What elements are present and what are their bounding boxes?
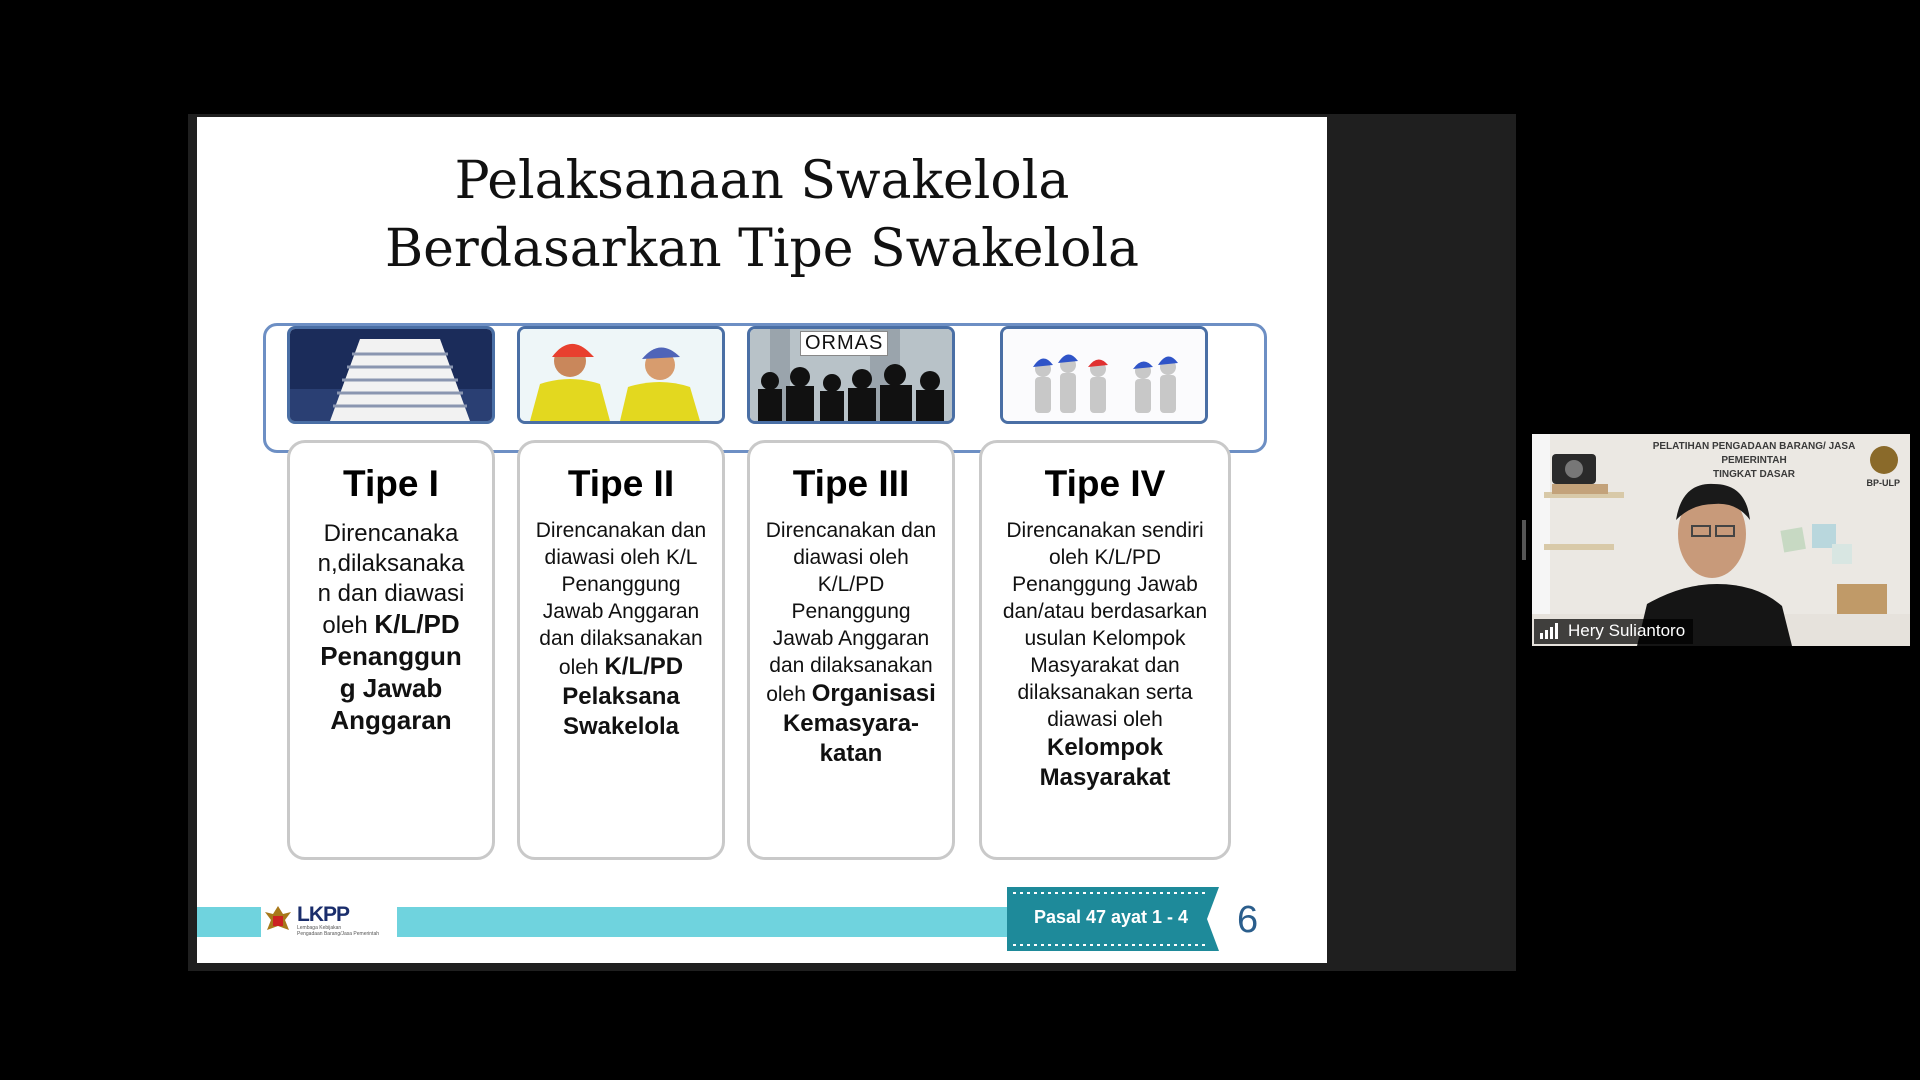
card-title: Tipe I <box>343 463 439 504</box>
slide-title: Pelaksanaan Swakelola Berdasarkan Tipe Swakelola <box>384 151 1140 279</box>
workers-image <box>517 326 725 424</box>
card-text: Direncanakan dan diawasi oleh K/L/PD Penanggung Jawab Anggaran dan dilaksanakan oleh Organisasi Kemasyara-katan <box>765 519 937 767</box>
garuda-emblem-icon <box>263 904 293 938</box>
card-tipe-2 <box>517 440 725 860</box>
signal-strength-icon <box>1540 623 1562 639</box>
participant-video[interactable] <box>1532 434 1910 646</box>
card-text: Direncanaka n,dilaksanaka n dan diawasi oleh K/L/PD Penanggun g Jawab Anggaran <box>317 520 465 735</box>
participant-name: Hery Suliantoro <box>1534 619 1693 644</box>
card-text: Direncanakan dan diawasi oleh K/L Penanggung Jawab Anggaran dan dilaksanakan oleh K/L/PD Pelaksana Swakelola <box>535 519 707 740</box>
group-figures-image <box>1000 326 1208 424</box>
card-tipe-3 <box>747 440 955 860</box>
card-tipe-4 <box>979 440 1231 860</box>
presentation-slide <box>197 117 1327 963</box>
panel-resize-handle[interactable] <box>1522 520 1526 560</box>
card-title: Tipe IV <box>1044 463 1166 504</box>
building-image <box>287 326 495 424</box>
card-title: Tipe II <box>567 463 675 504</box>
ormas-label: ORMAS <box>800 331 888 356</box>
card-tipe-1 <box>287 440 495 860</box>
bp-ulp-badge: BP-ULP <box>1866 478 1900 488</box>
ormas-crowd-image <box>747 326 955 424</box>
video-banner: PELATIHAN PENGADAAN BARANG/ JASA PEMERINTAH TINGKAT DASAR <box>1652 441 1856 480</box>
lkpp-logo: LKPP Lembaga Kebijakan Pengadaan Barang/Jasa Pemerintah <box>261 903 397 939</box>
card-text: Direncanakan sendiri oleh K/L/PD Penanggung Jawab dan/atau berdasarkan usulan Kelompok Masyarakat dan dilaksanakan serta diawasi oleh Kelompok Masyarakat <box>1002 519 1208 791</box>
pasal-badge: Pasal 47 ayat 1 - 4 <box>1007 887 1225 951</box>
card-title: Tipe III <box>792 463 910 504</box>
page-number: 6 <box>1237 899 1259 941</box>
